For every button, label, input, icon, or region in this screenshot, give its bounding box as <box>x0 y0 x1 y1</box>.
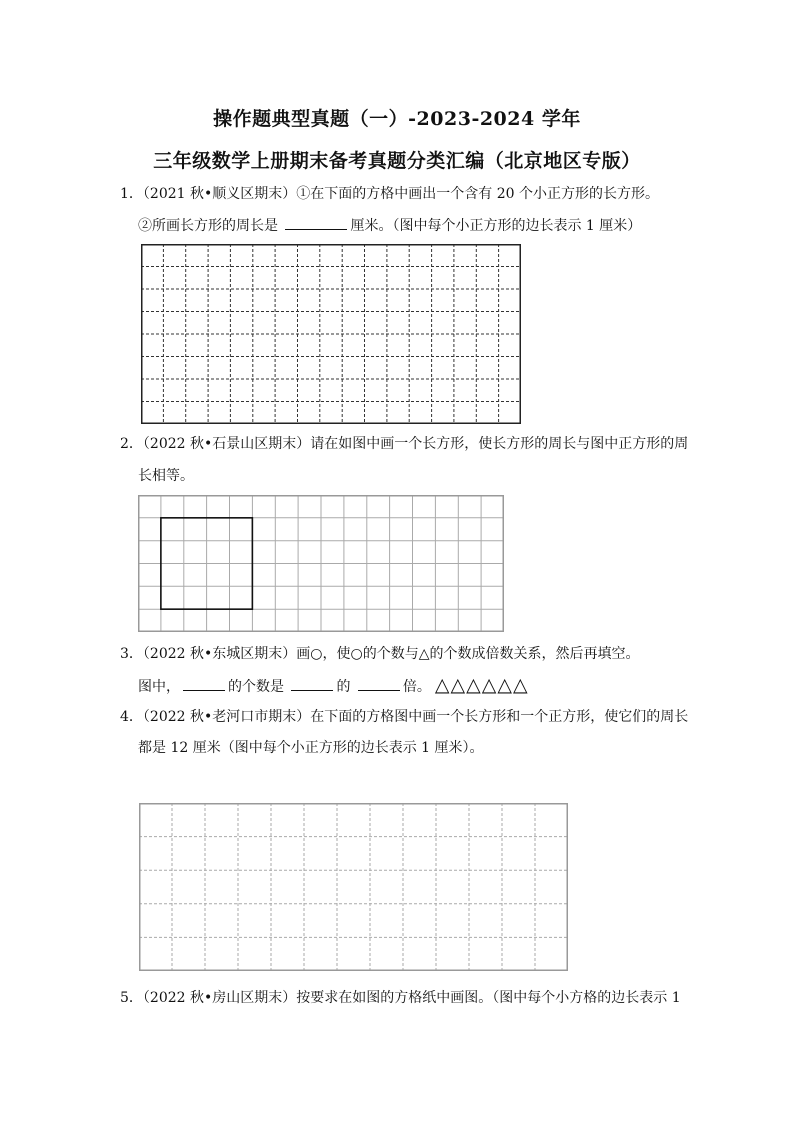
question-text: 厘米。（图中每个小正方形的边长表示 1 厘米） <box>350 218 642 234</box>
triangle-icons: △△△△△△ <box>434 674 529 696</box>
question-number: 3． <box>120 646 143 662</box>
question-2-line2: 长相等。 <box>138 468 194 484</box>
answer-blank[interactable] <box>285 215 347 230</box>
question-2-line1 <box>120 434 688 454</box>
document-title-line2: 三年级数学上册期末备考真题分类汇编（北京地区专版） <box>153 150 641 172</box>
answer-blank-3[interactable] <box>358 676 400 691</box>
question-text: 倍。 <box>402 679 431 695</box>
question-text: 请在如图中画一个长方形，使长方形的周长与图中正方形的周 <box>310 436 689 452</box>
question-number: 1． <box>120 186 143 202</box>
answer-blank-2[interactable] <box>291 676 333 691</box>
question-text: ①在下面的方格中画出一个含有 20 个小正方形的长方形。 <box>296 186 659 202</box>
question-source: （2021 秋•顺义区期末） <box>142 186 297 202</box>
document-title-line1: 操作题典型真题（一）-2023-2024 学年 <box>213 108 581 130</box>
question-number: 2． <box>120 436 143 452</box>
question-source: （2022 秋•石景山区期末） <box>142 436 311 452</box>
question-text: 按要求在如图的方格纸中画图。（图中每个小方格的边长表示 1 <box>296 990 681 1006</box>
question-1-line1 <box>120 184 659 204</box>
question-text: ②所画长方形的周长是 <box>138 218 278 234</box>
question-text: 的 <box>336 679 351 695</box>
question-number: 4． <box>120 709 143 725</box>
question-3-line1 <box>120 644 639 664</box>
question-1-grid[interactable] <box>141 244 521 424</box>
question-source: （2022 秋•老河口市期末） <box>142 709 311 725</box>
question-2-grid[interactable] <box>138 495 504 632</box>
question-text: 画○，使○的个数与△的个数成倍数关系，然后再填空。 <box>296 646 640 662</box>
question-4-line2: 都是 12 厘米（图中每个小正方形的边长表示 1 厘米）。 <box>138 740 484 756</box>
question-text: 图中， <box>138 679 180 695</box>
question-source: （2022 秋•东城区期末） <box>142 646 297 662</box>
question-number: 5． <box>120 990 143 1006</box>
question-4-grid[interactable] <box>139 803 568 971</box>
question-text: 在下面的方格图中画一个长方形和一个正方形，使它们的周长 <box>310 709 689 725</box>
question-source: （2022 秋•房山区期末） <box>142 990 297 1006</box>
answer-blank-1[interactable] <box>183 676 225 691</box>
question-4-line1 <box>120 707 688 727</box>
question-3-line2 <box>138 675 529 697</box>
question-text: 的个数是 <box>228 679 284 695</box>
question-1-line2 <box>138 215 641 236</box>
question-5-line1 <box>120 988 681 1008</box>
